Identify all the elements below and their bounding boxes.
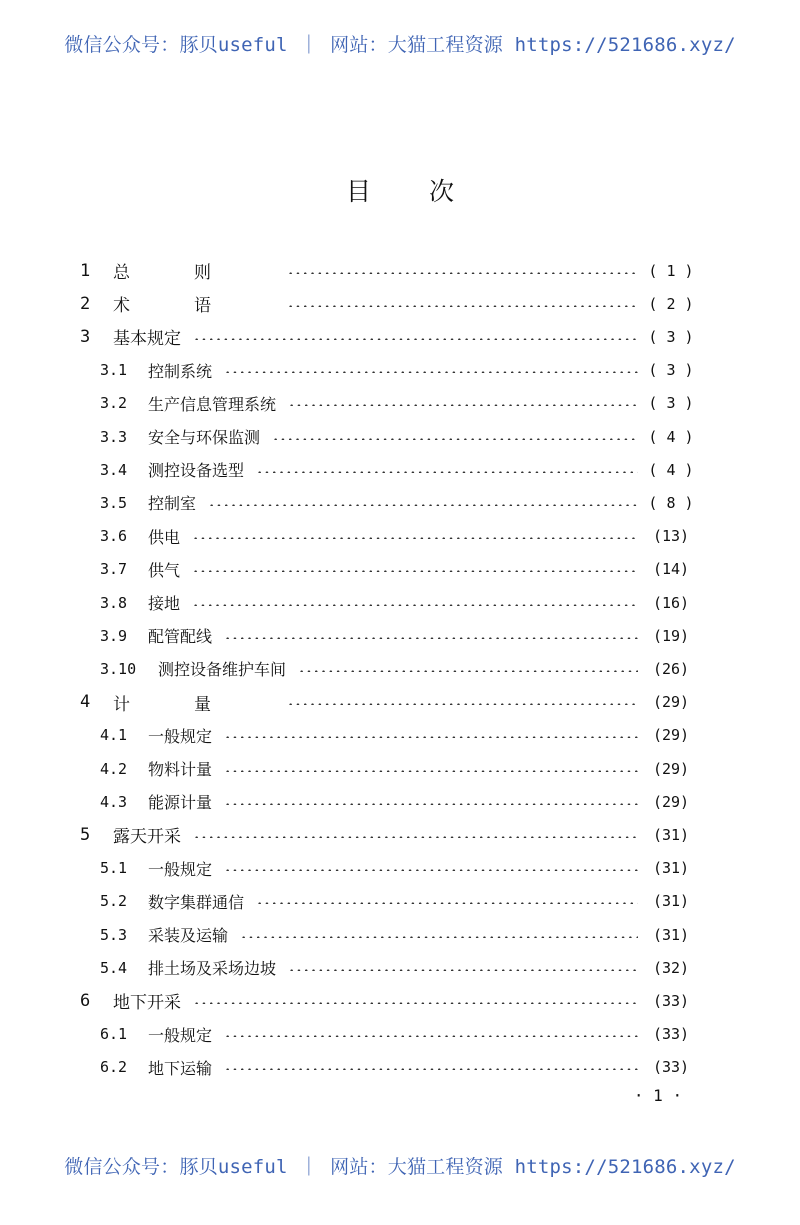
toc-leader-dots bbox=[288, 969, 638, 971]
toc-leader-dots bbox=[192, 570, 638, 572]
toc-entry-label: 排土场及采场边坡 bbox=[148, 959, 277, 979]
toc-leader-dots bbox=[272, 438, 638, 440]
toc-entry[interactable] bbox=[100, 1018, 694, 1051]
toc-entry-label: 地下开采 bbox=[113, 993, 181, 1014]
toc-entry-page: (16) bbox=[652, 593, 690, 612]
toc-entry[interactable] bbox=[100, 420, 694, 453]
toc-entry-page: (29) bbox=[652, 792, 690, 811]
toc-entry-label: 一般规定 bbox=[148, 859, 213, 879]
toc-entry-number: 5 bbox=[80, 824, 91, 845]
toc-entry-page: (14) bbox=[652, 560, 690, 579]
toc-entry[interactable] bbox=[100, 1051, 694, 1084]
toc-leader-dots bbox=[224, 371, 638, 373]
toc-entry-label: 术语 bbox=[113, 296, 275, 317]
toc-entry-number: 3.4 bbox=[100, 460, 128, 479]
toc-leader-dots bbox=[287, 305, 638, 307]
toc-entry[interactable] bbox=[100, 951, 694, 984]
toc-leader-dots bbox=[256, 902, 638, 904]
toc-leader-dots bbox=[224, 736, 638, 738]
toc-entry-label: 测控设备维护车间 bbox=[158, 660, 287, 680]
toc-entry[interactable] bbox=[80, 984, 694, 1017]
toc-entry-page: (13) bbox=[652, 527, 690, 546]
toc-entry-page: (19) bbox=[652, 626, 690, 645]
toc-entry[interactable] bbox=[100, 918, 694, 951]
toc-entry[interactable] bbox=[100, 586, 694, 619]
toc-entry-number: 5.3 bbox=[100, 925, 128, 944]
toc-entry-number: 6.1 bbox=[100, 1025, 128, 1044]
toc-entry-page: (31) bbox=[652, 859, 690, 878]
toc-entry-number: 2 bbox=[80, 293, 91, 314]
watermark-top: 微信公众号：豚贝useful ｜ 网站：大猫工程资源 https://521686.xyz/ bbox=[64, 34, 736, 56]
toc-entry-number: 5.4 bbox=[100, 958, 128, 977]
toc-entry-number: 3.3 bbox=[100, 427, 128, 446]
toc-entry-label: 数字集群通信 bbox=[148, 892, 245, 912]
toc-entry[interactable] bbox=[80, 818, 694, 851]
toc-entry-number: 3.6 bbox=[100, 527, 128, 546]
toc-entry-page: (29) bbox=[652, 693, 690, 712]
toc-entry[interactable] bbox=[100, 652, 694, 685]
toc-entry-label: 供电 bbox=[148, 527, 181, 547]
toc-leader-dots bbox=[224, 869, 638, 871]
toc-leader-dots bbox=[298, 670, 638, 672]
toc-entry-number: 5.1 bbox=[100, 859, 128, 878]
toc-entry-page: ( 8 ) bbox=[648, 493, 694, 512]
toc-entry-page: (31) bbox=[652, 825, 690, 844]
toc-entry-label: 生产信息管理系统 bbox=[148, 394, 277, 414]
toc-leader-dots bbox=[256, 471, 638, 473]
toc-entry-page: (33) bbox=[652, 1025, 690, 1044]
toc-entry-label: 露天开采 bbox=[113, 827, 181, 848]
toc-entry-page: (32) bbox=[652, 958, 690, 977]
page-title: 目次 bbox=[345, 177, 512, 206]
toc-entry-number: 4.3 bbox=[100, 792, 128, 811]
toc-leader-dots bbox=[224, 1035, 638, 1037]
toc-entry[interactable] bbox=[80, 287, 694, 320]
toc-entry-label: 地下运输 bbox=[148, 1058, 213, 1078]
toc-entry-number: 3 bbox=[80, 326, 91, 347]
toc-entry[interactable] bbox=[80, 254, 694, 287]
toc-entry-number: 3.9 bbox=[100, 626, 128, 645]
toc-entry-page: (33) bbox=[652, 991, 690, 1010]
page-number: · 1 · bbox=[633, 1086, 683, 1105]
toc-entry-label: 配管配线 bbox=[148, 627, 213, 647]
toc-entry-number: 3.8 bbox=[100, 593, 128, 612]
toc-entry-number: 1 bbox=[80, 260, 91, 281]
toc-entry-label: 接地 bbox=[148, 594, 181, 613]
toc-leader-dots bbox=[192, 537, 638, 539]
toc-entry-number: 6 bbox=[80, 990, 91, 1011]
toc-entry-page: (31) bbox=[652, 892, 690, 911]
toc-entry[interactable] bbox=[100, 354, 694, 387]
toc-entry-label: 能源计量 bbox=[148, 793, 213, 813]
toc-entry-label: 控制室 bbox=[148, 494, 197, 514]
toc-entry-number: 3.2 bbox=[100, 394, 128, 413]
toc-entry-page: (29) bbox=[652, 759, 690, 778]
toc-entry[interactable] bbox=[100, 785, 694, 818]
toc-entry-page: ( 2 ) bbox=[648, 294, 694, 313]
toc-entry-page: (33) bbox=[652, 1058, 690, 1077]
toc-entry-number: 3.1 bbox=[100, 361, 128, 380]
toc-entry-page: (26) bbox=[652, 659, 690, 678]
toc-entry-page: ( 4 ) bbox=[648, 460, 694, 479]
toc-entry-label: 安全与环保监测 bbox=[148, 428, 261, 447]
toc-entry[interactable] bbox=[100, 387, 694, 420]
toc-entry-page: ( 3 ) bbox=[648, 327, 694, 346]
toc-entry-page: ( 4 ) bbox=[648, 427, 694, 446]
toc-entry[interactable] bbox=[100, 885, 694, 918]
toc-entry[interactable] bbox=[80, 686, 694, 719]
toc-entry-label: 一般规定 bbox=[148, 726, 213, 746]
toc-entry-label: 物料计量 bbox=[148, 760, 213, 779]
toc-leader-dots bbox=[192, 604, 638, 606]
toc-leader-dots bbox=[240, 936, 638, 938]
toc-entry-number: 3.10 bbox=[100, 659, 137, 678]
toc-leader-dots bbox=[287, 272, 638, 274]
toc-entry[interactable] bbox=[100, 553, 694, 586]
toc-entry-page: ( 3 ) bbox=[648, 361, 694, 380]
toc-entry-label: 控制系统 bbox=[148, 361, 213, 381]
toc-entry[interactable] bbox=[100, 453, 694, 486]
toc-leader-dots bbox=[224, 1068, 638, 1070]
toc-entry-label: 采装及运输 bbox=[148, 926, 229, 945]
toc-entry-page: ( 1 ) bbox=[648, 261, 694, 280]
toc-entry-label: 一般规定 bbox=[148, 1025, 213, 1045]
toc-leader-dots bbox=[193, 338, 638, 340]
toc-entry[interactable] bbox=[80, 320, 694, 353]
toc-entry-page: (31) bbox=[652, 925, 690, 944]
toc-entry-number: 3.7 bbox=[100, 560, 128, 579]
toc-leader-dots bbox=[287, 703, 638, 705]
toc-entry-number: 4.1 bbox=[100, 726, 128, 745]
toc-leader-dots bbox=[224, 803, 638, 805]
watermark-bottom: 微信公众号：豚贝useful ｜ 网站：大猫工程资源 https://521686.xyz/ bbox=[64, 1156, 736, 1178]
toc-entry-number: 3.5 bbox=[100, 493, 128, 512]
toc-entry-number: 4 bbox=[80, 692, 91, 713]
toc-entry-number: 6.2 bbox=[100, 1058, 128, 1077]
toc-entry-number: 4.2 bbox=[100, 759, 128, 778]
toc-leader-dots bbox=[193, 836, 638, 838]
toc-entry[interactable] bbox=[100, 520, 694, 553]
toc-entry-label: 测控设备选型 bbox=[148, 461, 245, 481]
toc-entry[interactable] bbox=[100, 486, 694, 519]
toc-entry[interactable] bbox=[100, 719, 694, 752]
toc-leader-dots bbox=[288, 404, 638, 406]
toc-entry-label: 供气 bbox=[148, 560, 181, 580]
toc-leader-dots bbox=[193, 1002, 638, 1004]
toc-entry-label: 基本规定 bbox=[113, 329, 181, 350]
toc-entry[interactable] bbox=[100, 619, 694, 652]
toc-entry[interactable] bbox=[100, 752, 694, 785]
toc-entry-number: 5.2 bbox=[100, 892, 128, 911]
toc-leader-dots bbox=[224, 637, 638, 639]
toc-entry[interactable] bbox=[100, 852, 694, 885]
toc-entry-label: 计量 bbox=[113, 694, 275, 715]
toc-entry-label: 总则 bbox=[113, 263, 275, 283]
toc-leader-dots bbox=[224, 770, 638, 772]
toc-leader-dots bbox=[208, 504, 638, 506]
toc-entry-page: (29) bbox=[652, 726, 690, 745]
toc-entry-page: ( 3 ) bbox=[648, 394, 694, 413]
